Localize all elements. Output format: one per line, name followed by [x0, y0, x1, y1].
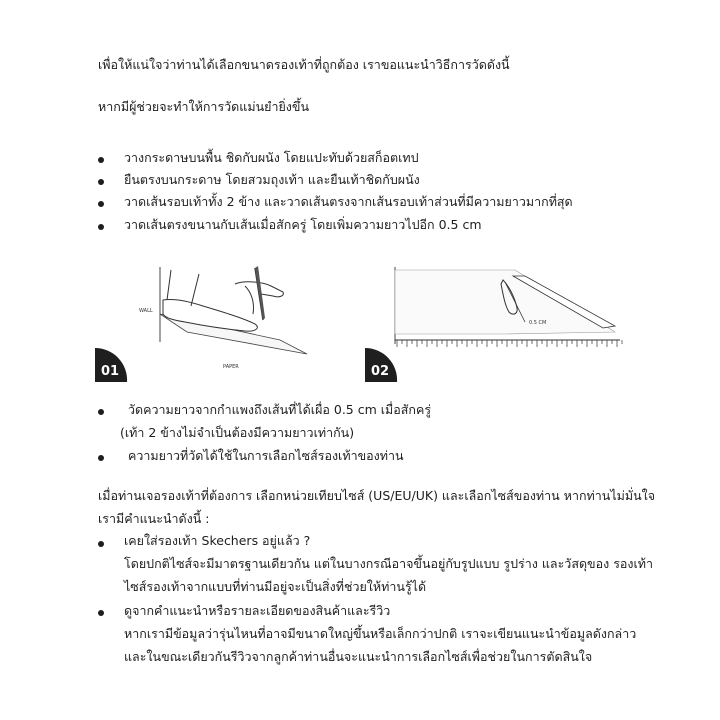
- step-badge-02: 02: [371, 364, 390, 379]
- tip-text: หากเรามีข้อมูลว่ารุ่นไหนที่อาจมีขนาดใหญ่ขึ้นหรือเล็กกว่าปกติ เราจะเขียนแนะนำข้อมูลดังกล่าว: [124, 626, 637, 641]
- select-paragraph-line: เมื่อท่านเจอรองเท้าที่ต้องการ เลือกหน่วยเทียบไซส์ (US/EU/UK) และเลือกไซส์ของท่าน หากท่านไม่มั่นใจ: [98, 488, 656, 503]
- select-paragraph-line: เรามีคำแนะนำดังนี้ :: [98, 511, 210, 526]
- tip-heading: เคยใส่รองเท้า Skechers อยู่แล้ว ?: [124, 533, 311, 548]
- bullet-dot: [98, 409, 104, 415]
- tip-text: โดยปกติไซส์จะมีมาตรฐานเดียวกัน แต่ในบางกรณีอาจขึ้นอยู่กับรูปแบบ รูปร่าง และวัสดุของ รองเท้า: [124, 556, 654, 571]
- bullet-dot: [98, 455, 104, 461]
- figure-foot-against-wall: [95, 262, 335, 382]
- step-item: วาดเส้นรอบเท้าทั้ง 2 ข้าง และวาดเส้นตรงจากเส้นรอบเท้าส่วนที่มีความยาวมากที่สุด: [124, 194, 573, 209]
- tip-heading: ดูจากคำแนะนำหรือรายละเอียดของสินค้าและรีวิว: [124, 603, 391, 618]
- measure-instruction: วัดความยาวจากกำแพงถึงเส้นที่ได้เผื่อ 0.5 cm เมื่อสักครู่: [128, 402, 432, 417]
- paper-label: PAPER: [223, 364, 239, 370]
- measure-note: (เท้า 2 ข้างไม่จำเป็นต้องมีความยาวเท่ากัน): [120, 425, 355, 440]
- bullet-dot: [98, 610, 104, 616]
- measure-label: 0.5 CM: [529, 320, 547, 326]
- step-item: ยืนตรงบนกระดาษ โดยสวมถุงเท้า และยืนเท้าชิดกับผนัง: [124, 172, 420, 187]
- bullet-dot: [98, 541, 104, 547]
- ruler-ticks: [397, 340, 622, 347]
- bullet-dot: [98, 157, 104, 163]
- wall-label: WALL: [139, 308, 153, 314]
- figure-measurement-ruler: [365, 262, 625, 382]
- bullet-dot: [98, 224, 104, 230]
- helper-note: หากมีผู้ช่วยจะทำให้การวัดแม่นยำยิ่งขึ้น: [98, 99, 309, 114]
- measure-usage: ความยาวที่วัดได้ใช้ในการเลือกไซส์รองเท้าของท่าน: [128, 448, 404, 463]
- bullet-dot: [98, 201, 104, 207]
- tip-text: และในขณะเดียวกันรีวิวจากลูกค้าท่านอื่นจะแนะนำการเลือกไซส์เพื่อช่วยในการตัดสินใจ: [124, 649, 593, 664]
- tip-text: ไซส์รองเท้าจากแบบที่ท่านมีอยู่จะเป็นสิ่งที่ช่วยให้ท่านรู้ได้: [124, 579, 427, 594]
- bullet-dot: [98, 179, 104, 185]
- intro-text: เพื่อให้แน่ใจว่าท่านได้เลือกขนาดรองเท้าที่ถูกต้อง เราขอแนะนำวิธีการวัดดังนี้: [98, 57, 510, 72]
- step-item: วาดเส้นตรงขนานกับเส้นเมื่อสักครู่ โดยเพิ่มความยาวไปอีก 0.5 cm: [124, 217, 482, 232]
- step-badge-01: 01: [101, 364, 120, 379]
- step-item: วางกระดาษบนพื้น ชิดกับผนัง โดยแปะทับด้วยสก็อตเทป: [124, 150, 419, 165]
